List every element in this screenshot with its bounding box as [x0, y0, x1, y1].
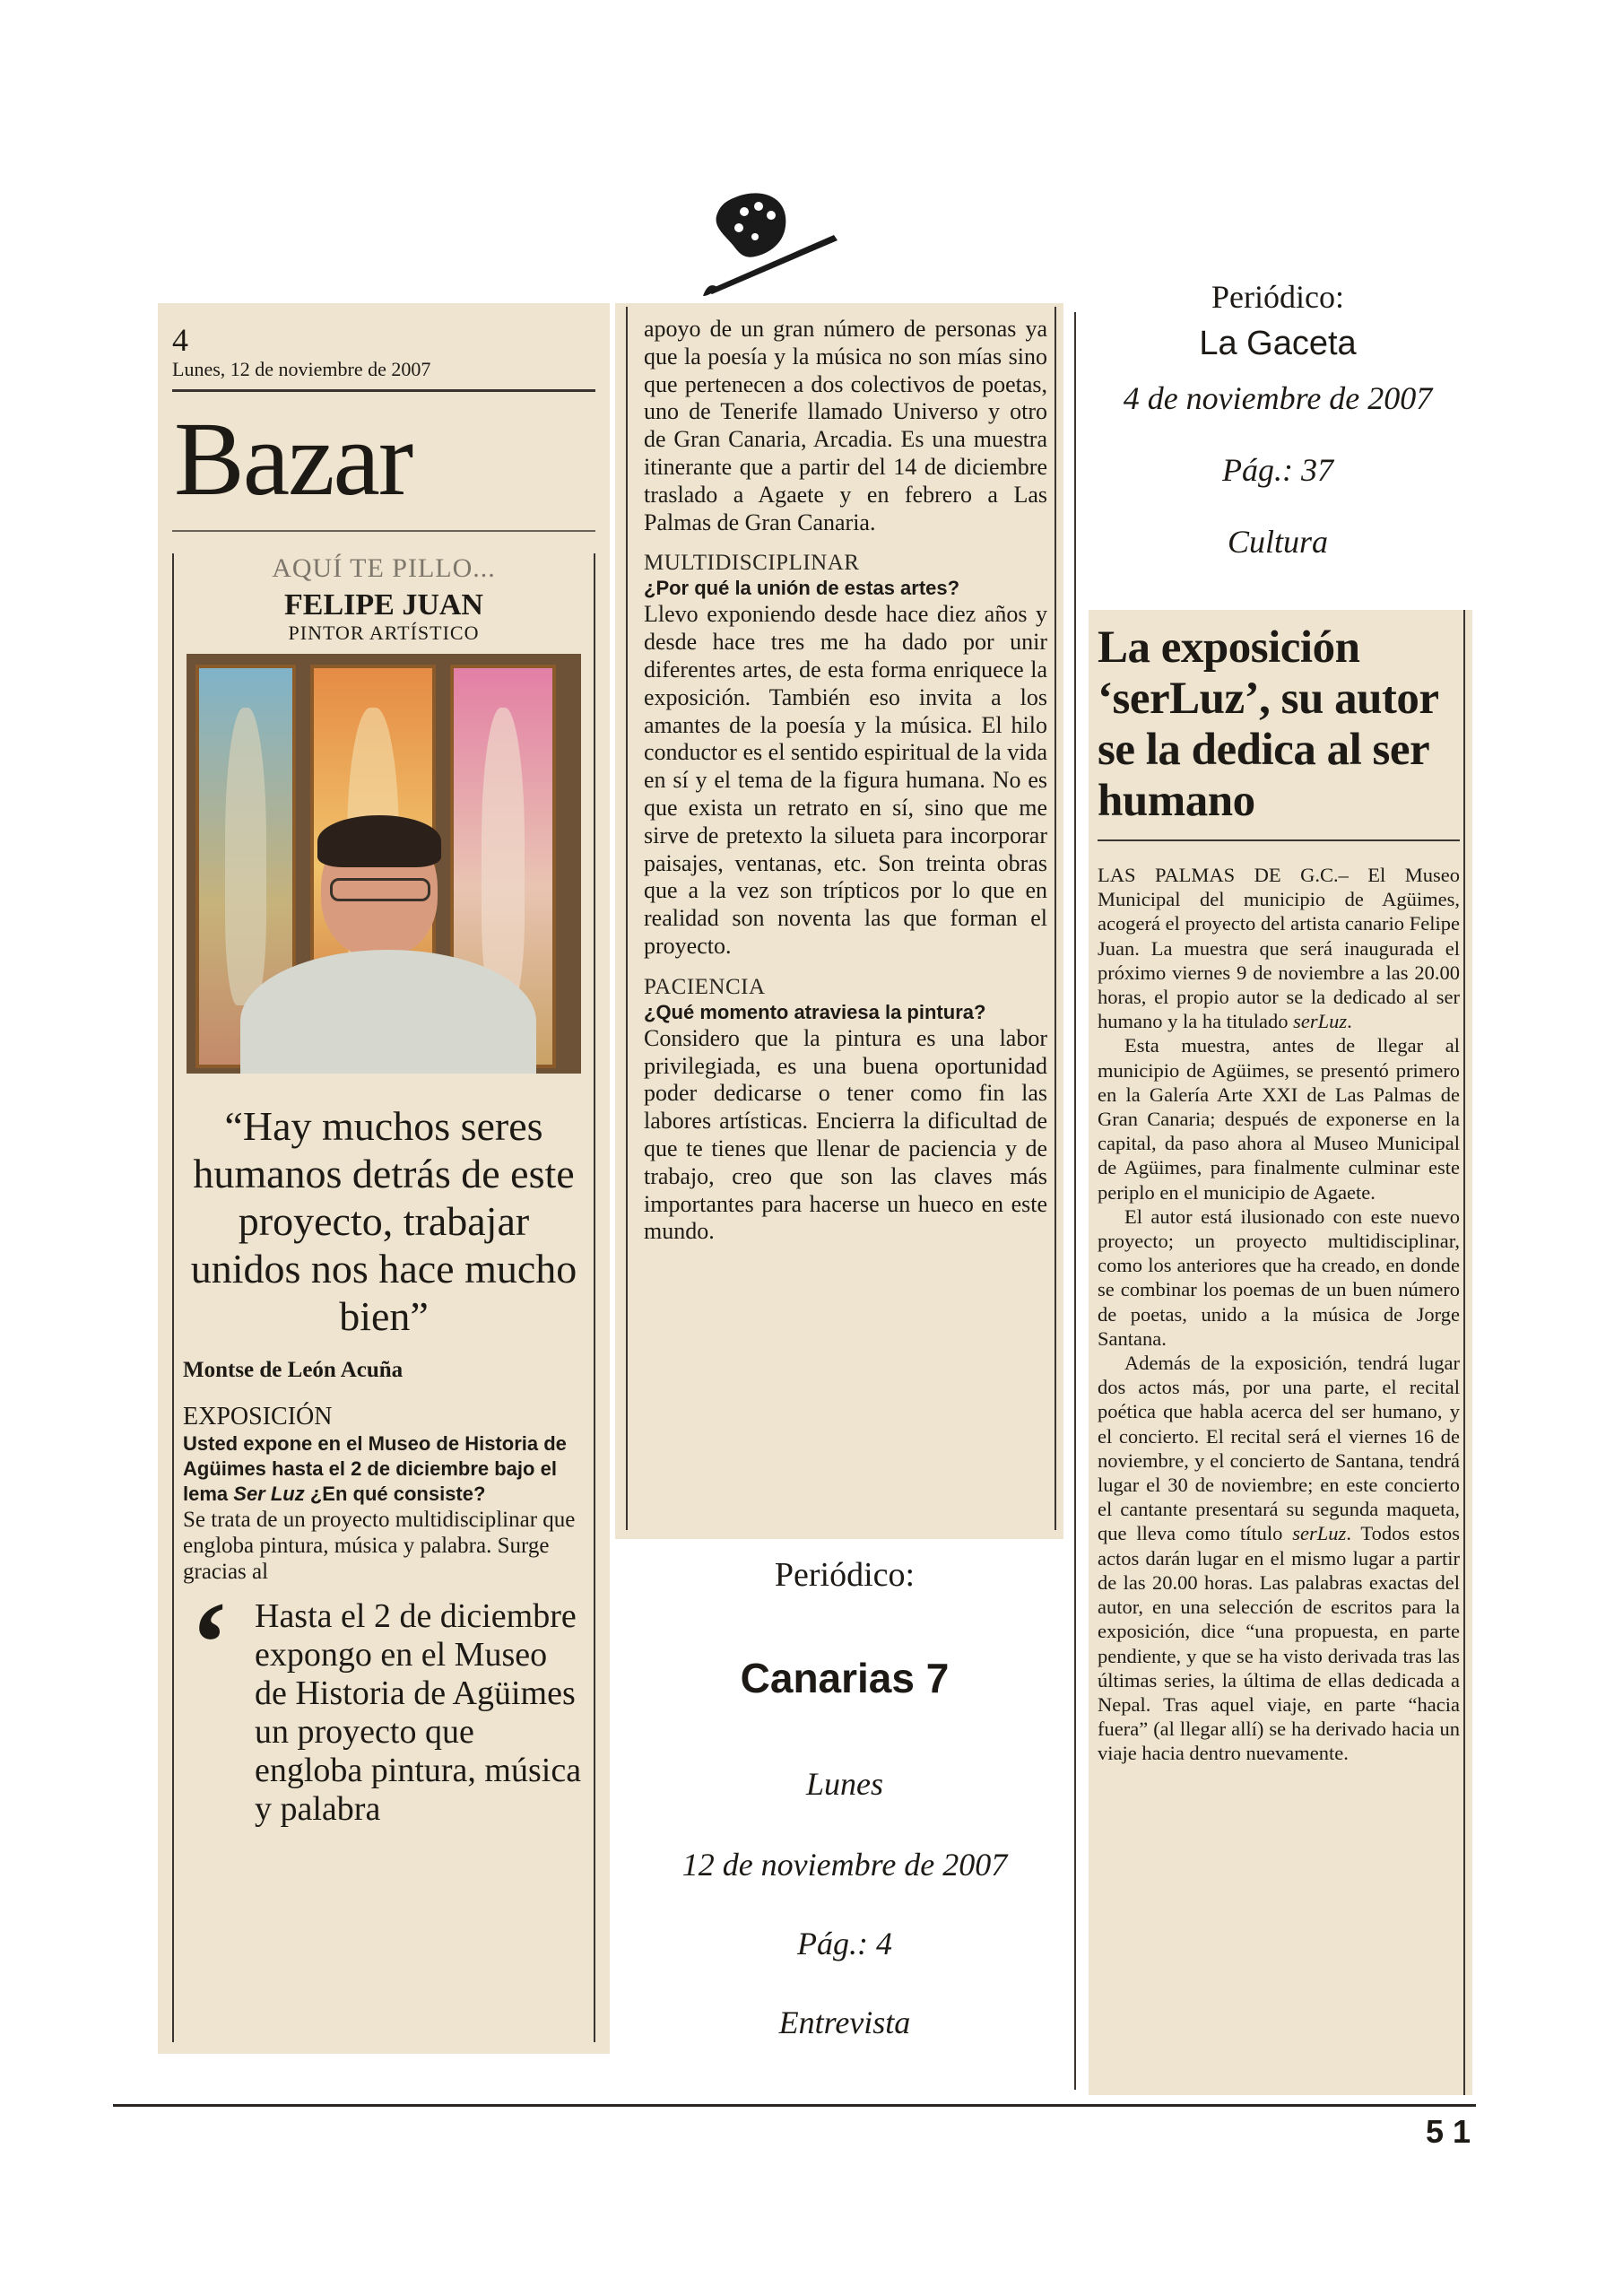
- artist-hair: [317, 815, 441, 867]
- source-info-canarias7: [638, 1544, 1051, 2041]
- pull-quote-text: Hasta el 2 de diciembre expongo en el Museo de Historia de Agüimes un proyecto que engloba pintura, música y palabra: [255, 1597, 582, 1828]
- interviewee-name: FELIPE JUAN: [284, 588, 483, 622]
- page-number: 5 1: [1425, 2113, 1471, 2150]
- column-separator: [1074, 312, 1076, 2090]
- answer-2: Llevo exponiendo desde hace diez años y desde hace tres me ha dado por unir diferentes artes, de esta forma enriquece la exposición. También eso invita a los amantes de la poesía y la música. El hilo conductor es el sentido espiritual de la vida en sí y el tema de la figura humana. No es que exista un retrato en sí, sino que me sirve de pretexto la silueta para incorporar paisajes, ventanas, etc. Son treinta obras que a la vez son trípticos por lo que en realidad son noventa las que forman el proyecto.: [644, 601, 1047, 959]
- artist-glasses: [330, 878, 430, 901]
- section-title: Bazar: [174, 400, 412, 517]
- answer-3: Considero que la pintura es una labor privilegiada, es una buena oportunidad poder dedicarse o tener como fin las labores artísticas. Encierra la dificultad de que te tienes que llenar de paciencia y de trabajo, creo que son las claves más importantes para hacerse un hueco en este mundo.: [644, 1024, 1047, 1245]
- publication-date: 12 de noviembre de 2007: [681, 1847, 1008, 1883]
- section-label-paciencia: PACIENCIA: [644, 974, 766, 999]
- interview-continuation-clipping: [615, 303, 1063, 1539]
- newspaper-name: Canarias 7: [740, 1655, 950, 1701]
- answer-1: Se trata de un proyecto multidisciplinar que engloba pintura, música y palabra. Surge gracias al: [183, 1508, 576, 1584]
- article-paragraph-4: Además de la exposición, tendrá lugar dos actos más, por una parte, el recital poética que habla acerca del ser humano, y el concierto. El recital será el viernes 16 de noviembre, y el concierto de Santana, tendrá lugar el 30 de noviembre; en este concierto el cantante presentará su segunda maqueta, que lleva como título serLuz. Todos estos actos darán lugar en el mismo lugar a partir de las 20.00 horas. Las palabras exactas del autor, en una selección de escritos para la exposición, dice “una propuesta, en parte pendiente, y que se ha visto derivada tras las últimas series, la última de ellas dedicada a Nepal. Tras aquel viaje, en parte “hacia fuera” (al llegar allí) se ha derivado hacia un viaje hacia dentro nuevamente.: [1098, 1352, 1460, 1765]
- pull-quote: [183, 1578, 585, 1829]
- question-2: ¿Por qué la unión de estas artes?: [644, 577, 960, 600]
- palette-with-brush-icon: [699, 190, 843, 302]
- publication-page: Pág.: 4: [797, 1926, 892, 1961]
- footer-rule: [113, 2104, 1476, 2107]
- publication-page: Pág.: 37: [1222, 452, 1333, 488]
- column-rule-left: [626, 307, 628, 1530]
- article-paragraph-2: Esta muestra, antes de llegar al municipio de Agüimes, se presentó primero en la Galería Arte XXI de Las Palmas de Gran Canaria; después de exponerse en la capital, da paso ahora al Museo Municipal de Agüimes, para finalmente culminar este periplo en el municipio de Agaete.: [1098, 1034, 1460, 1204]
- publication-day: Lunes: [805, 1766, 883, 1802]
- article-headline: La exposición ‘serLuz’, su autor se la dedica al ser humano: [1098, 622, 1438, 826]
- section-label-exposicion: EXPOSICIÓN: [183, 1403, 333, 1431]
- column-rule-right: [1055, 307, 1056, 1530]
- artist-photo: [187, 654, 581, 1074]
- kicker: AQUÍ TE PILLO...: [272, 553, 496, 583]
- publication-date: 4 de noviembre de 2007: [1123, 380, 1433, 416]
- interviewee-role: PINTOR ARTÍSTICO: [288, 622, 480, 644]
- clipping-dateline: Lunes, 12 de noviembre de 2007: [172, 358, 431, 380]
- section-rule: [172, 530, 595, 532]
- source-label: Periódico:: [1211, 279, 1344, 315]
- la-gaceta-clipping: [1089, 610, 1472, 2095]
- column-rule-right: [1463, 610, 1465, 2095]
- canarias7-clipping: [158, 303, 610, 2054]
- clipping-page-number: 4: [172, 322, 188, 358]
- headline-quote: “Hay muchos seres humanos detrás de este proyecto, trabajar unidos nos hace mucho bien”: [190, 1103, 577, 1339]
- byline: Montse de León Acuña: [183, 1358, 404, 1382]
- newspaper-name: La Gaceta: [1199, 325, 1357, 362]
- interview-column: [172, 553, 595, 2042]
- source-info-la-gaceta: [1076, 278, 1480, 561]
- publication-section: Entrevista: [778, 2005, 911, 2040]
- source-label: Periódico:: [774, 1556, 916, 1594]
- pull-quote-mark: ‘: [190, 1578, 230, 1708]
- question-3: ¿Qué momento atraviesa la pintura?: [644, 1000, 986, 1023]
- continuation-paragraph: apoyo de un gran número de personas ya que la poesía y la música no son mías sino que pertenecen a dos colectivos de poetas, uno de Tenerife llamado Universo y otro de Gran Canaria, Arcadia. Es una muestra itinerante que a partir del 14 de diciembre traslado a Agaete y en febrero a Las Palmas de Gran Canaria.: [644, 316, 1047, 535]
- section-label-multidisciplinar: MULTIDISCIPLINAR: [644, 551, 860, 576]
- article-paragraph-1: LAS PALMAS DE G.C.– El Museo Municipal del municipio de Agüimes, acogerá el proyecto del artista canario Felipe Juan. La muestra que será inaugurada el próximo viernes 9 de noviembre a las 20.00 horas, el propio autor se la dedicado al ser humano y la ha titulado serLuz.: [1098, 864, 1460, 1033]
- article-paragraph-3: El autor está ilusionado con este nuevo proyecto; un proyecto multidisciplinar, como los anteriores que ha creado, en donde se combinar los poemas de un buen número de poetas, unido a la música de Jorge Santana.: [1098, 1205, 1460, 1350]
- question-1: Usted expone en el Museo de Historia de Agüimes hasta el 2 de diciembre bajo el lema Ser Luz ¿En qué consiste?: [183, 1432, 567, 1505]
- publication-section: Cultura: [1227, 524, 1329, 560]
